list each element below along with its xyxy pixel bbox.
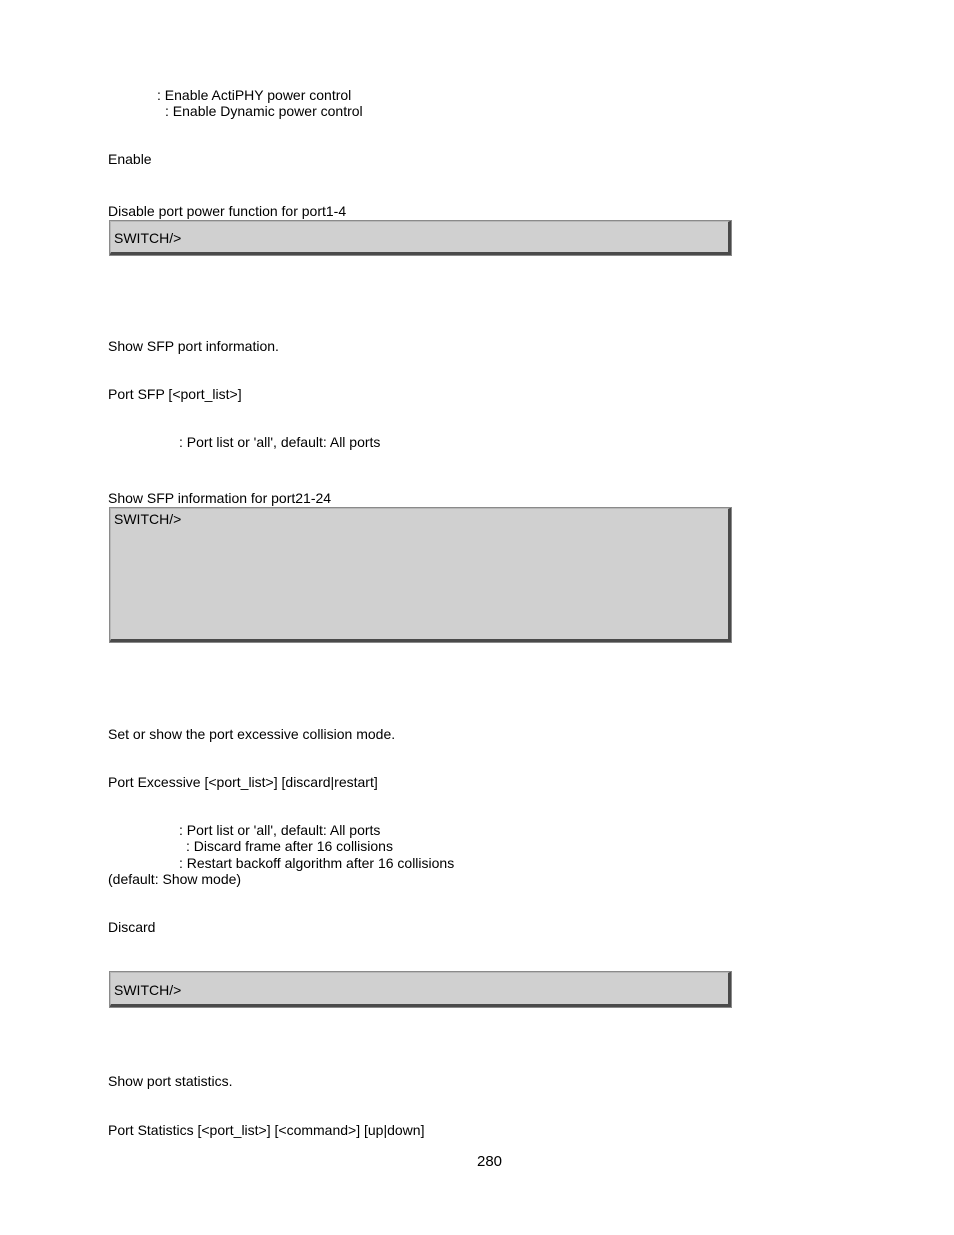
command-description: Set or show the port excessive collision mode. [108, 726, 396, 742]
code-example-box [109, 507, 732, 643]
command-description: Show port statistics. [108, 1073, 233, 1089]
param-dynamic: : Enable Dynamic power control [165, 103, 363, 119]
command-description: Show SFP port information. [108, 338, 279, 354]
default-value: Discard [108, 919, 156, 935]
param-actiphy: : Enable ActiPHY power control [157, 87, 352, 103]
command-prompt: SWITCH/> [114, 230, 182, 246]
command-syntax: Port Statistics [<port_list>] [<command>] [up|down] [108, 1122, 425, 1138]
command-prompt: SWITCH/> [114, 511, 182, 527]
default-value: Enable [108, 151, 152, 167]
page-number: 280 [477, 1153, 503, 1170]
code-example-box [109, 220, 732, 256]
command-syntax: Port Excessive [<port_list>] [discard|restart] [108, 774, 378, 790]
param-discard: : Discard frame after 16 collisions [186, 838, 393, 854]
param-default: (default: Show mode) [108, 871, 242, 887]
param-port-list: : Port list or 'all', default: All ports [179, 434, 381, 450]
command-syntax: Port SFP [<port_list>] [108, 386, 242, 402]
code-example-box [109, 971, 732, 1008]
example-description: Disable port power function for port1-4 [108, 203, 347, 219]
example-description: Show SFP information for port21-24 [108, 490, 332, 506]
param-restart: : Restart backoff algorithm after 16 collisions [179, 855, 455, 871]
param-port-list: : Port list or 'all', default: All ports [179, 822, 381, 838]
command-prompt: SWITCH/> [114, 982, 182, 998]
